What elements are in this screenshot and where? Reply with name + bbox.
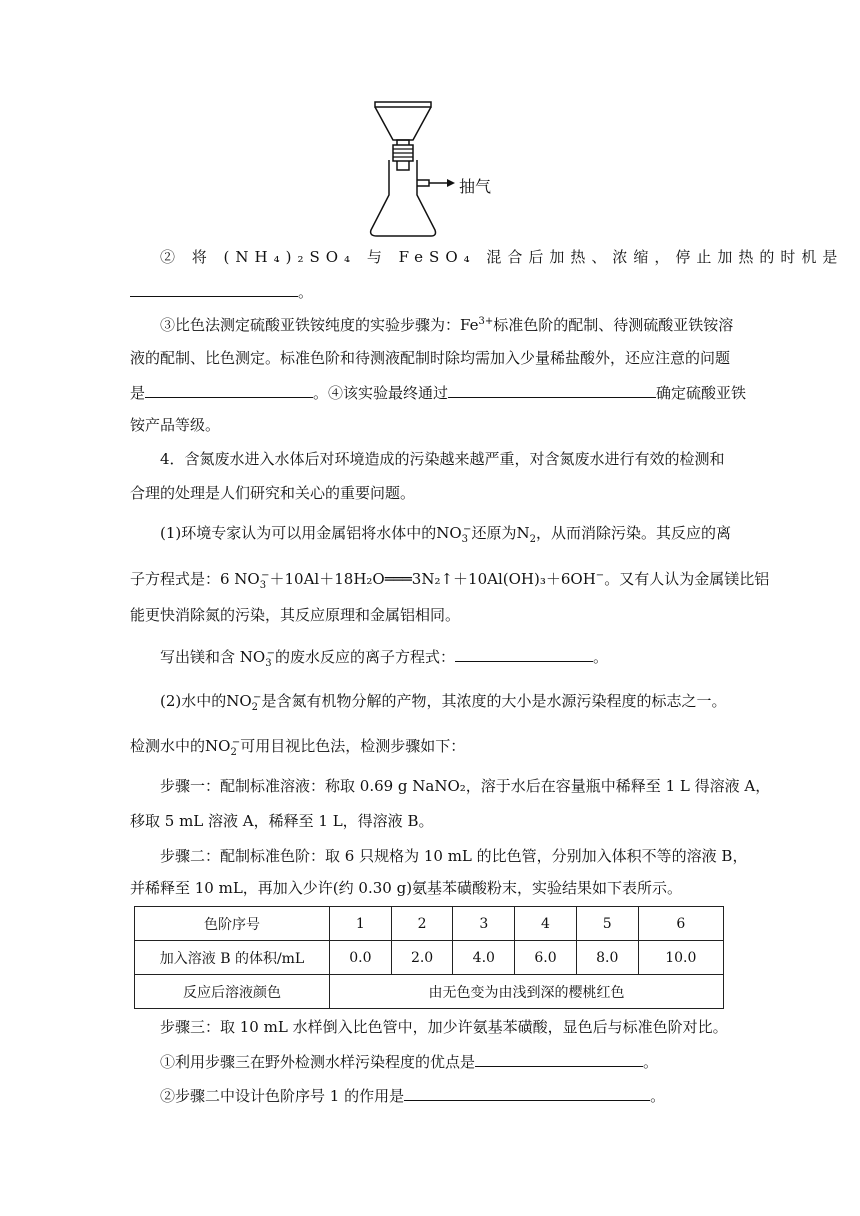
answer-blank-step3-q2[interactable] <box>404 1084 650 1101</box>
table-cell: 4 <box>515 907 577 941</box>
step1-text-line1: 步骤一：配制标准溶液：称取 0.69 g NaNO₂，溶于水后在容量瓶中稀释至 1 L 得溶液 A， <box>160 777 771 795</box>
step3-q2-text: ②步骤二中设计色阶序号 1 的作用是 <box>160 1087 405 1105</box>
question-2-end: 。 <box>298 283 314 301</box>
step3-q1-end: 。 <box>643 1053 659 1071</box>
q3-text-line3b: 。④该实验最终通过 <box>313 384 449 402</box>
table-row <box>135 975 724 1009</box>
p41-text-b: 还原为N <box>471 524 530 542</box>
part-2-line-1 <box>160 690 760 712</box>
step2-text-line1: 步骤二：配制标准色阶：取 6 只规格为 10 mL 的比色管，分别加入体积不等的溶液 B， <box>160 847 748 865</box>
no3-subscript-2: 3 <box>259 580 267 591</box>
question-2-line-2 <box>130 280 730 303</box>
suction-filtration-apparatus <box>365 100 515 240</box>
step-3-question-1 <box>160 1050 760 1073</box>
no3-subscript-3: 3 <box>265 658 272 669</box>
q3-text-line4: 铵产品等级。 <box>130 416 221 434</box>
step-2-line-2 <box>130 877 730 899</box>
table-cell: 3 <box>453 907 515 941</box>
p42-text-line2a: 检测水中的NO <box>130 737 231 755</box>
answer-blank-p41[interactable] <box>455 645 593 662</box>
step-3-question-2 <box>160 1084 760 1107</box>
table-header-color: 反应后溶液颜色 <box>135 975 330 1009</box>
step1-text-line2: 移取 5 mL 溶液 A，稀释至 1 L，得溶液 B。 <box>130 812 434 830</box>
no3-charge-2: − <box>261 570 270 581</box>
step-2-line-1 <box>160 845 760 867</box>
table-header-index: 色阶序号 <box>135 907 330 941</box>
suction-label: 抽气 <box>459 177 492 196</box>
no2-charge: − <box>253 692 262 703</box>
question-2-line-1 <box>160 246 844 268</box>
no2-subscript: 2 <box>251 702 259 713</box>
step-1-line-1 <box>160 775 771 797</box>
question-2-text: ② 将 (NH₄)₂SO₄ 与 FeSO₄ 混合后加热、浓缩，停止加热的时机是 <box>160 248 844 266</box>
q3-text-a: ③比色法测定硫酸亚铁铵纯度的实验步骤为：Fe <box>160 316 479 334</box>
question-3-line-4 <box>130 414 730 436</box>
no3-charge-3: − <box>266 648 275 659</box>
p41-text-line2b: ＋10Al＋18H₂O═══3N₂↑＋10Al(OH)₃＋6OH <box>269 570 596 588</box>
answer-blank-q4[interactable] <box>448 381 656 398</box>
n2-subscript: 2 <box>529 534 536 545</box>
table-row <box>135 941 724 975</box>
p42-text-b: 是含氮有机物分解的产物，其浓度的大小是水源污染程度的标志之一。 <box>261 692 727 710</box>
answer-blank-q3[interactable] <box>145 381 313 398</box>
step-1-line-2 <box>130 810 730 832</box>
p42-text-a: (2)水中的NO <box>160 692 252 710</box>
table-cell: 8.0 <box>576 941 638 975</box>
problem-4-line-1 <box>160 448 760 470</box>
step-3-line-1 <box>160 1016 760 1038</box>
step3-q1-text: ①利用步骤三在野外检测水样污染程度的优点是 <box>160 1053 476 1071</box>
table-cell: 1 <box>330 907 392 941</box>
p41-text-line2a: 子方程式是：6 NO <box>130 570 260 588</box>
table-cell: 6.0 <box>515 941 577 975</box>
step2-text-line2: 并稀释至 10 mL，再加入少许(约 0.30 g)氨基苯磺酸粉末，实验结果如下表所示。 <box>130 879 683 897</box>
table-cell: 2.0 <box>391 941 453 975</box>
table-header-volume: 加入溶液 B 的体积/mL <box>135 941 330 975</box>
p41-text-line4c: 。 <box>592 648 608 666</box>
q3-text-b: 标准色阶的配制、待测硫酸亚铁铵溶 <box>493 316 734 334</box>
answer-blank-q2[interactable] <box>130 280 298 297</box>
problem-4-line-2 <box>130 482 730 504</box>
table-cell: 4.0 <box>453 941 515 975</box>
part-1-line-2 <box>130 568 770 591</box>
p41-text-line4a: 写出镁和含 NO <box>160 648 266 666</box>
part-1-line-4 <box>160 645 760 668</box>
table-cell-color: 由无色变为由浅到深的樱桃红色 <box>330 975 724 1009</box>
part-1-line-1 <box>160 522 760 544</box>
table-row <box>135 907 724 941</box>
p41-text-line3: 能更快消除氮的污染，其反应原理和金属铝相同。 <box>130 606 461 624</box>
p41-text-line4b: 的废水反应的离子方程式： <box>274 648 455 666</box>
question-3-line-3 <box>130 381 747 404</box>
oh-charge: − <box>595 570 605 581</box>
question-3-line-1 <box>160 314 760 336</box>
table-cell: 5 <box>576 907 638 941</box>
answer-blank-step3-q1[interactable] <box>475 1050 643 1067</box>
q3-text-line3a: 是 <box>130 384 146 402</box>
step3-text-line1: 步骤三：取 10 mL 水样倒入比色管中，加少许氨基苯磺酸，显色后与标准色阶对比。 <box>160 1018 728 1036</box>
p42-text-line2b: 可用目视比色法，检测步骤如下： <box>240 737 466 755</box>
color-scale-table <box>134 906 724 1009</box>
table-cell: 0.0 <box>330 941 392 975</box>
no2-subscript-2: 2 <box>230 747 237 758</box>
q3-text-line2: 液的配制、比色测定。标准色阶和待测液配制时除均需加入少量稀盐酸外，还应注意的问题 <box>130 349 731 367</box>
part-2-line-2 <box>130 735 730 757</box>
fe-charge: 3+ <box>478 316 494 327</box>
p41-text-c: ，从而消除污染。其反应的离 <box>535 524 731 542</box>
part-1-line-3 <box>130 604 730 626</box>
q3-text-line3c: 确定硫酸亚铁 <box>656 384 747 402</box>
no3-subscript: 3 <box>461 534 469 545</box>
table-cell: 10.0 <box>638 941 723 975</box>
p41-text-line2c: 。又有人认为金属镁比铝 <box>604 570 770 588</box>
question-3-line-2 <box>130 347 730 369</box>
no3-charge: − <box>463 524 472 535</box>
p4-text-line1: 4．含氮废水进入水体后对环境造成的污染越来越严重，对含氮废水进行有效的检测和 <box>160 450 725 468</box>
p41-text-a: (1)环境专家认为可以用金属铝将水体中的NO <box>160 524 462 542</box>
table-cell: 2 <box>391 907 453 941</box>
p4-text-line2: 合理的处理是人们研究和关心的重要问题。 <box>130 484 416 502</box>
step3-q2-end: 。 <box>650 1087 666 1105</box>
no2-charge-2: − <box>231 737 241 748</box>
table-cell: 6 <box>638 907 723 941</box>
